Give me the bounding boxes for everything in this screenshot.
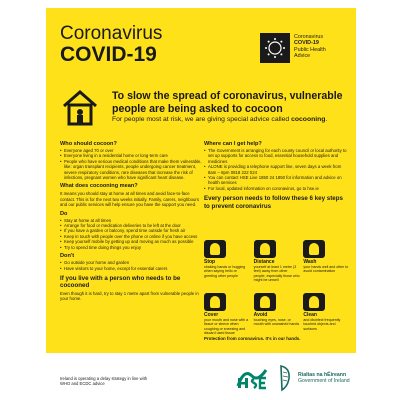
step-clean: Clean and disinfect frequently touched objects and surfaces (303, 293, 350, 343)
list-item: • Keep yourself mobile by getting up and moving as much as possible (60, 239, 204, 244)
title-covid: COVID-19 (60, 43, 157, 66)
step-avoid: Avoid touching eyes, nose, or mouth with unwashed hands (254, 293, 301, 343)
steps-heading: Every person needs to follow these 6 key steps to prevent coronavirus (204, 195, 343, 210)
list-item: • People who have serious medical conditions that make them vulnerable, like: organ transplant recipients, people undergoing cancer treatment, severe respiratory conditions, rare diseases that increase the risk of infections, pregnant women who have significant heart disease. (60, 159, 204, 181)
dont-list (60, 260, 204, 271)
list-item: • Everyone aged 70 or over (60, 148, 204, 153)
house-icon (60, 88, 100, 126)
what-text: It means you should stay at home at all times and avoid face-to-face contact. This is for the next two weeks initially. Family, carers, neighbours and our public services will help ensure you have the support you need. (60, 191, 199, 208)
list-item: • Arrange for food or medication deliveries to be left at the door (60, 223, 204, 228)
help-heading: Where can I get help? (204, 141, 262, 147)
list-item: • Keep in touch with people over the phone or online if you have access (60, 234, 204, 239)
step-stop: Stop shaking hands or hugging when saying hello or greeting other people (204, 240, 251, 290)
list-item: • You can contact HSE Live 1850 24 1850 for information and advice on health services (204, 175, 350, 186)
list-item: • Have visitors to your home, except for essential carers (60, 266, 204, 271)
harp-icon (278, 364, 292, 392)
right-column (204, 138, 350, 210)
hand-wash-icon (303, 240, 325, 258)
poster (46, 8, 356, 394)
hse-logo-icon (234, 366, 270, 390)
do-list (60, 218, 204, 250)
live-with-text: Even though it is hard, try to stay 1 metre apart from vulnerable people in your home. (60, 290, 199, 302)
badge-text: Coronavirus COVID-19 Public Health Advice (294, 34, 326, 60)
who-heading: Who should cocoon? (60, 141, 117, 147)
dont-heading: Don't (60, 253, 75, 260)
list-item: • The Government is arranging for each county council or local authority to set up supports for access to food, essential household supplies and medicines (204, 148, 350, 164)
list-item: • ALONE is providing a telephone support line, seven days a week from 8am – 8pm 0818 222 024 (204, 164, 350, 175)
do-heading: Do (60, 210, 68, 217)
help-list (204, 148, 350, 191)
six-steps-grid (204, 240, 350, 343)
no-handshake-icon (204, 240, 226, 258)
list-item: • If you have a garden or balcony, spend time outside for fresh air (60, 228, 204, 233)
distance-icon (254, 240, 276, 258)
step-wash: Wash your hands well and often to avoid contamination (303, 240, 350, 290)
list-item: • Go outside your home and garden (60, 260, 204, 265)
spray-clean-icon (303, 293, 325, 311)
public-health-badge (260, 32, 350, 68)
what-heading: What does cocooning mean? (60, 183, 138, 190)
protect-tagline: Protection from coronavirus. It's in our hands. (204, 336, 301, 341)
list-item: • Everyone living in a residential home or long-term care (60, 153, 204, 158)
yellow-panel (46, 8, 356, 353)
footer-note: Ireland is operating a delay strategy in line with WHO and ECDC advice (60, 376, 148, 387)
list-item: • Stay at home at all times (60, 218, 204, 223)
live-with-heading: If you live with a person who needs to be cocooned (60, 274, 181, 290)
step-distance: Distance yourself at least 1 metre (3 feet) away from other people, especially those who might be unwell (254, 240, 301, 290)
list-item: • Try to spend time doing things you enjoy (60, 245, 204, 250)
cough-icon (204, 293, 226, 311)
coronavirus-logo-icon (260, 33, 290, 63)
list-item: • For local, updated information on coronavirus, go to hse.ie (204, 186, 350, 191)
step-cover: Cover your mouth and nose with a tissue or sleeve when coughing or sneezing and discard used tissue (204, 293, 251, 343)
title-coronavirus: Coronavirus (60, 23, 163, 44)
subhead: For people most at risk, we are giving special advice called cocooning. (112, 116, 328, 123)
who-list (60, 148, 204, 180)
government-of-ireland-logo: Rialtas na hÉireann Government of Ireland (298, 372, 350, 385)
headline: To slow the spread of coronavirus, vulnerable people are being asked to cocoon (112, 90, 343, 115)
left-column (60, 138, 204, 302)
title-block (60, 24, 162, 66)
no-face-touch-icon (254, 293, 276, 311)
